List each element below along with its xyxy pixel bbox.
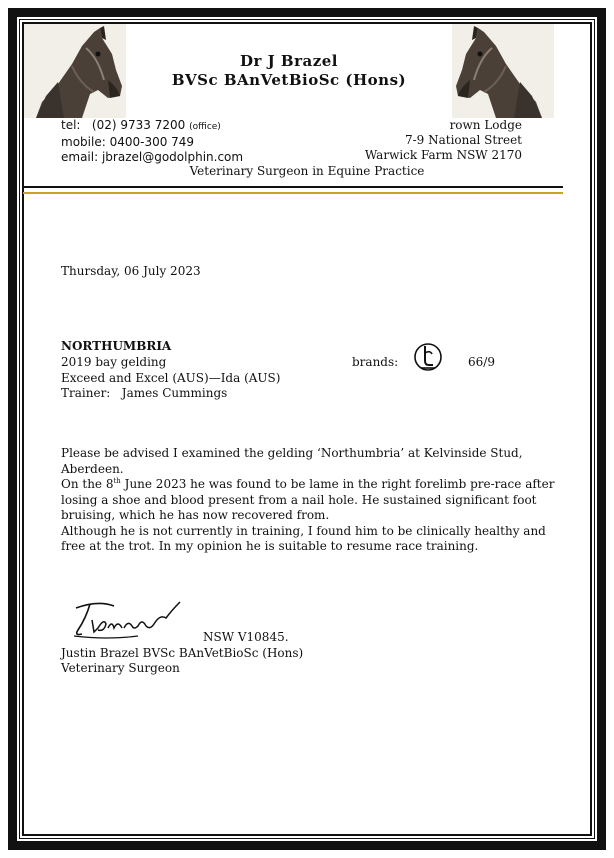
trainer-label: Trainer:: [61, 386, 111, 400]
handwritten-signature: [68, 598, 190, 640]
mobile-number: 0400-300 749: [109, 135, 195, 149]
brands-label: brands:: [352, 355, 399, 369]
paragraph-history: [61, 477, 561, 524]
paragraph-examination: Please be advised I examined the gelding ‘Northumbria’ at Kelvinside Stud, Aberdeen.: [61, 446, 523, 476]
tel-label: tel:: [61, 118, 81, 132]
tel-line: [61, 118, 243, 135]
mobile-label: mobile:: [61, 135, 106, 149]
registration-number: NSW V10845.: [203, 630, 289, 644]
brand-symbol-icon: [413, 341, 443, 373]
paragraph-conclusion: Although he is not currently in training, I found him to be clinically healthy and free at the trot. In my opinion he is suitable to resume race training.: [61, 523, 546, 553]
email-label: email:: [61, 150, 99, 164]
signatory-name: Justin Brazel BVSc BAnVetBioSc (Hons): [61, 646, 304, 660]
horse-name: NORTHUMBRIA: [61, 339, 172, 353]
brand-number: 66/9: [468, 355, 495, 369]
trainer-line: [61, 386, 227, 402]
history-text-rest: June 2023 he was found to be lame in the right forelimb pre-race after losing a shoe and blood present from a nail hole. He sustained significant foot bruising, which he has now recovered from.: [61, 477, 555, 522]
history-text-start: On the 8: [61, 477, 114, 491]
email-line: [61, 150, 243, 165]
header-divider-black: [23, 186, 563, 188]
signatory-title: Veterinary Surgeon: [61, 661, 180, 675]
horse-head-illustration-right: [452, 24, 554, 118]
horse-description: 2019 bay gelding: [61, 355, 167, 369]
header-divider-gold: [23, 192, 563, 194]
tel-note: (office): [189, 122, 221, 132]
email-address: jbrazel@godolphin.com: [101, 150, 244, 164]
address-line-1: rown Lodge: [449, 118, 522, 132]
vet-name-heading: Dr J Brazel: [239, 52, 338, 70]
tel-number: (02) 9733 7200: [91, 118, 186, 132]
ordinal-suffix: th: [113, 477, 121, 485]
horse-head-illustration-left: [24, 24, 126, 118]
address-line-3: Warwick Farm NSW 2170: [364, 148, 522, 162]
trainer-name: James Cummings: [121, 386, 228, 400]
contact-details: [61, 118, 243, 165]
horse-pedigree: Exceed and Excel (AUS)—Ida (AUS): [61, 371, 281, 385]
vet-qualifications-heading: BVSc BAnVetBioSc (Hons): [171, 71, 407, 89]
mobile-line: [61, 135, 243, 150]
postal-address: [365, 118, 522, 163]
practice-specialty: Veterinary Surgeon in Equine Practice: [189, 164, 425, 178]
letter-date: Thursday, 06 July 2023: [61, 264, 201, 278]
letter-body: [61, 446, 561, 555]
address-line-2: 7-9 National Street: [404, 133, 522, 147]
